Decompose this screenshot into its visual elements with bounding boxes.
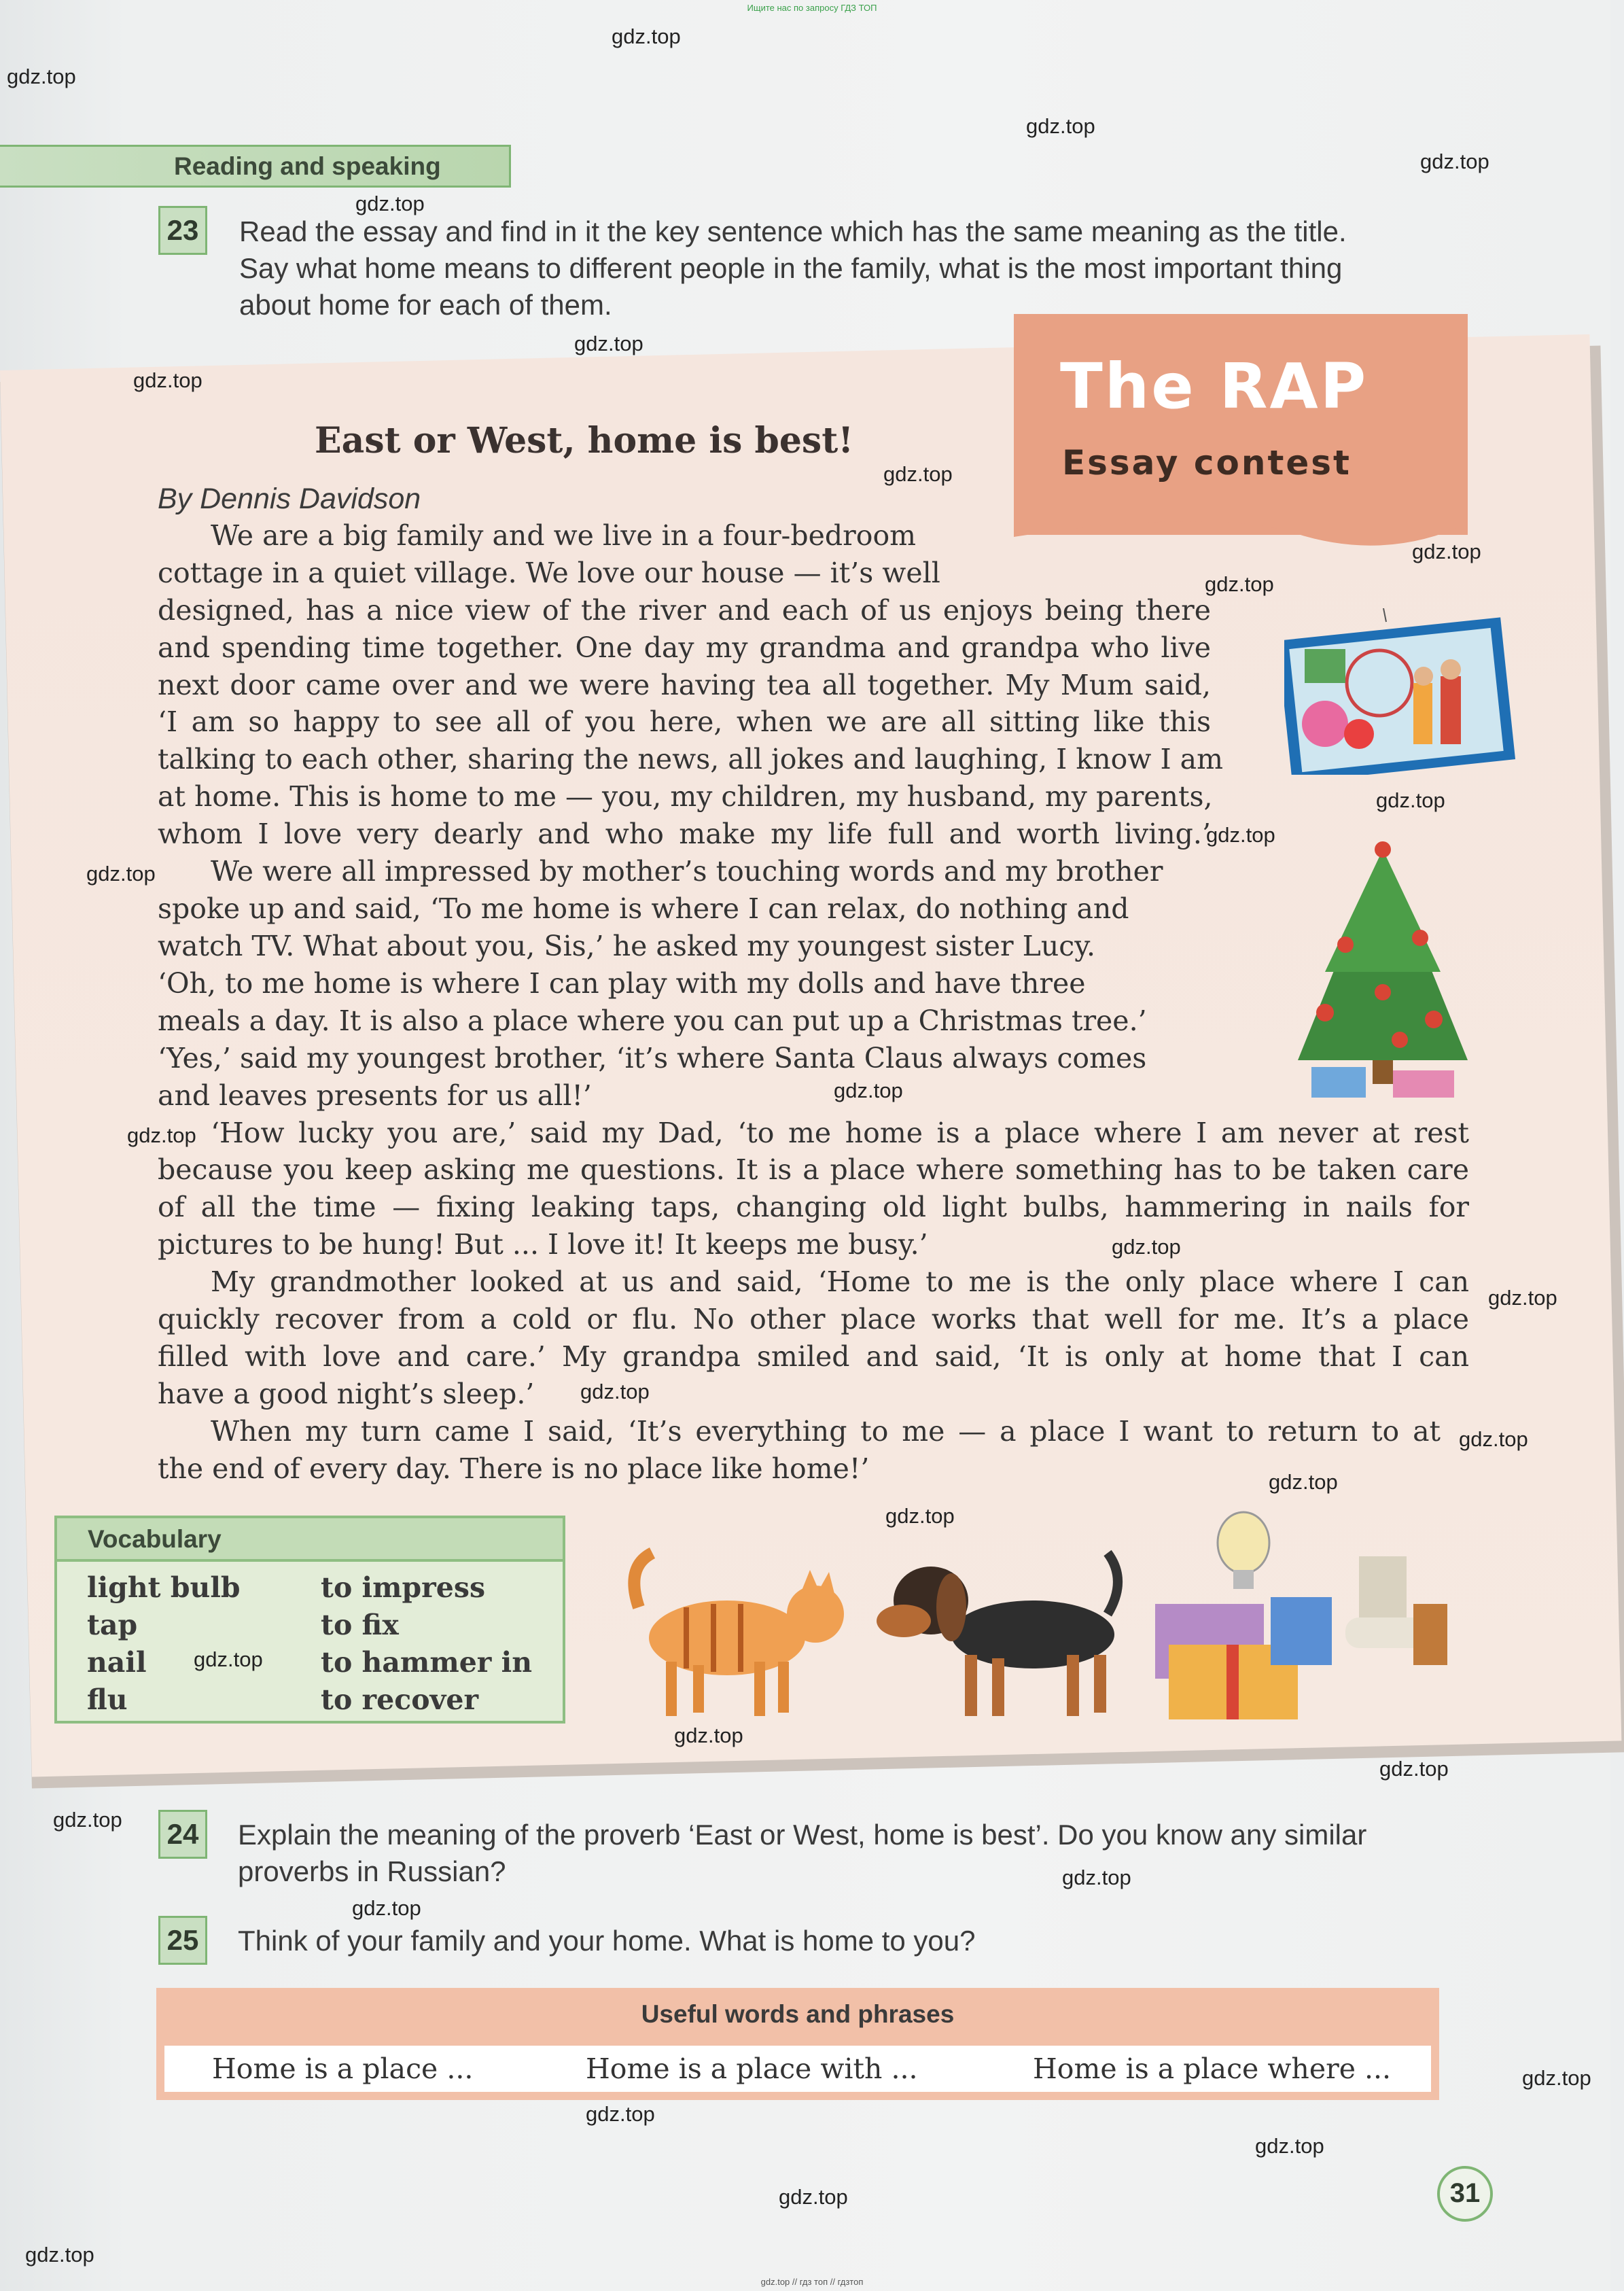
- essay-line: ‘How lucky you are,’ said my Dad, ‘to me home is a place where I am never at rest: [211, 1117, 1469, 1149]
- watermark-text: gdz.top: [1420, 150, 1489, 173]
- task-number-25: 25: [158, 1916, 207, 1965]
- watermark-text: gdz.top: [1412, 540, 1481, 563]
- footer-hint: gdz.top // гдз топ // гдзтоп: [760, 2277, 864, 2287]
- dog-picture: [877, 1526, 1148, 1730]
- essay-line: designed, has a nice view of the river and each of us enjoys being there: [158, 594, 1211, 627]
- task-number-24: 24: [158, 1810, 207, 1859]
- essay-line: My grandmother looked at us and said, ‘Home to me is the only place where I can: [211, 1265, 1469, 1298]
- presents-bulb-medicine-picture: [1142, 1502, 1488, 1726]
- family-photo-picture: [1284, 608, 1515, 775]
- section-tab-reading-speaking: Reading and speaking: [0, 145, 511, 188]
- rap-banner: [1014, 314, 1468, 535]
- rap-subtitle: Essay contest: [1062, 443, 1352, 483]
- vocabulary-word: nail: [87, 1646, 147, 1679]
- essay-byline: By Dennis Davidson: [158, 483, 421, 515]
- cat-picture: [612, 1526, 883, 1730]
- essay-line: meals a day. It is also a place where you can put up a Christmas tree.’: [158, 1004, 1147, 1037]
- essay-line: ‘I am so happy to see all of you here, when we are all sitting like this: [158, 705, 1211, 738]
- rap-title: The RAP: [1060, 350, 1369, 423]
- essay-line: because you keep asking me questions. It is a place where something has to be taken care: [158, 1153, 1469, 1186]
- christmas-tree-picture: [1264, 836, 1502, 1104]
- watermark-text: gdz.top: [1379, 1757, 1449, 1781]
- watermark-text: gdz.top: [1269, 1470, 1338, 1494]
- rap-banner-curl: [1014, 517, 1468, 557]
- essay-line: cottage in a quiet village. We love our house — it’s well: [158, 557, 940, 589]
- watermark-text: gdz.top: [1459, 1427, 1528, 1451]
- essay-line: When my turn came I said, ‘It’s everything to me — a place I want to return to at: [211, 1415, 1441, 1448]
- watermark-text: gdz.top: [355, 192, 425, 215]
- watermark-text: gdz.top: [674, 1724, 743, 1747]
- header-hint: Ищите нас по запросу ГДЗ ТОП: [747, 3, 877, 13]
- watermark-text: gdz.top: [1255, 2134, 1324, 2158]
- task24-line: Explain the meaning of the proverb ‘East or West, home is best’. Do you know any similar: [238, 1819, 1367, 1851]
- watermark-text: gdz.top: [1205, 572, 1274, 596]
- watermark-text: gdz.top: [612, 24, 681, 48]
- essay-line: and spending time together. One day my grandma and grandpa who live: [158, 631, 1211, 664]
- watermark-text: gdz.top: [53, 1808, 122, 1832]
- essay-title: East or West, home is best!: [315, 420, 854, 461]
- essay-line: and leaves presents for us all!’: [158, 1079, 592, 1112]
- watermark-text: gdz.top: [352, 1896, 421, 1920]
- task25-text: Think of your family and your home. What is home to you?: [238, 1925, 976, 1957]
- useful-phrase: Home is a place with ...: [586, 2052, 918, 2085]
- watermark-text: gdz.top: [25, 2243, 94, 2267]
- watermark-text: gdz.top: [1522, 2066, 1591, 2090]
- essay-line: have a good night’s sleep.’: [158, 1378, 535, 1410]
- useful-phrase: Home is a place ...: [212, 2052, 474, 2085]
- watermark-text: gdz.top: [7, 65, 76, 88]
- task23-line: about home for each of them.: [239, 289, 612, 321]
- useful-phrase: Home is a place where ...: [1033, 2052, 1392, 2085]
- essay-line: watch TV. What about you, Sis,’ he asked my youngest sister Lucy.: [158, 930, 1095, 962]
- essay-line: We are a big family and we live in a four-bedroom: [211, 519, 917, 552]
- essay-line: pictures to be hung! But ... I love it! It keeps me busy.’: [158, 1228, 928, 1261]
- essay-line: ‘Yes,’ said my youngest brother, ‘it’s where Santa Claus always comes: [158, 1042, 1147, 1074]
- watermark-text: gdz.top: [574, 332, 643, 355]
- vocabulary-heading: Vocabulary: [54, 1516, 565, 1562]
- vocabulary-word: to fix: [321, 1609, 399, 1641]
- useful-phrases-heading: Useful words and phrases: [641, 2000, 955, 2028]
- watermark-text: gdz.top: [1062, 1866, 1131, 1889]
- essay-line: whom I love very dearly and who make my life full and worth living.’: [158, 818, 1211, 850]
- essay-line: We were all impressed by mother’s touching words and my brother: [211, 855, 1163, 888]
- vocabulary-word: to recover: [321, 1683, 479, 1716]
- essay-line: next door came over and we were having tea all together. My Mum said,: [158, 669, 1211, 701]
- essay-line: of all the time — fixing leaking taps, changing old light bulbs, hammering in nails for: [158, 1191, 1469, 1223]
- watermark-text: gdz.top: [86, 862, 156, 886]
- task23-line: Say what home means to different people in the family, what is the most important thing: [239, 252, 1343, 284]
- essay-line: talking to each other, sharing the news, all jokes and laughing, I know I am: [158, 743, 1223, 775]
- watermark-text: gdz.top: [885, 1504, 955, 1528]
- task23-line: Read the essay and find in it the key sentence which has the same meaning as the title.: [239, 215, 1347, 247]
- watermark-text: gdz.top: [127, 1123, 196, 1147]
- page-number: 31: [1437, 2166, 1493, 2222]
- watermark-text: gdz.top: [883, 462, 953, 486]
- vocabulary-word: tap: [87, 1609, 138, 1641]
- essay-line: at home. This is home to me — you, my children, my husband, my parents,: [158, 780, 1213, 813]
- essay-line: quickly recover from a cold or flu. No other place works that well for me. It’s a place: [158, 1303, 1469, 1335]
- watermark-text: gdz.top: [580, 1380, 650, 1403]
- essay-line: the end of every day. There is no place like home!’: [158, 1452, 870, 1485]
- watermark-text: gdz.top: [1112, 1235, 1181, 1259]
- task24-line: proverbs in Russian?: [238, 1855, 506, 1887]
- task-number-23: 23: [158, 206, 207, 255]
- vocabulary-word: flu: [87, 1683, 128, 1716]
- essay-line: spoke up and said, ‘To me home is where I can relax, do nothing and: [158, 892, 1129, 925]
- watermark-text: gdz.top: [1206, 823, 1275, 847]
- vocabulary-word: to hammer in: [321, 1646, 533, 1679]
- watermark-text: gdz.top: [133, 368, 202, 392]
- watermark-text: gdz.top: [586, 2102, 655, 2126]
- watermark-text: gdz.top: [779, 2185, 848, 2209]
- essay-line: filled with love and care.’ My grandpa smiled and said, ‘It is only at home that I can: [158, 1340, 1469, 1373]
- watermark-text: gdz.top: [834, 1079, 903, 1102]
- watermark-text: gdz.top: [194, 1647, 263, 1671]
- watermark-text: gdz.top: [1376, 788, 1445, 812]
- watermark-text: gdz.top: [1488, 1286, 1557, 1310]
- vocabulary-word: light bulb: [87, 1571, 241, 1604]
- vocabulary-word: to impress: [321, 1571, 486, 1604]
- watermark-text: gdz.top: [1026, 114, 1095, 138]
- essay-line: ‘Oh, to me home is where I can play with my dolls and have three: [158, 967, 1086, 1000]
